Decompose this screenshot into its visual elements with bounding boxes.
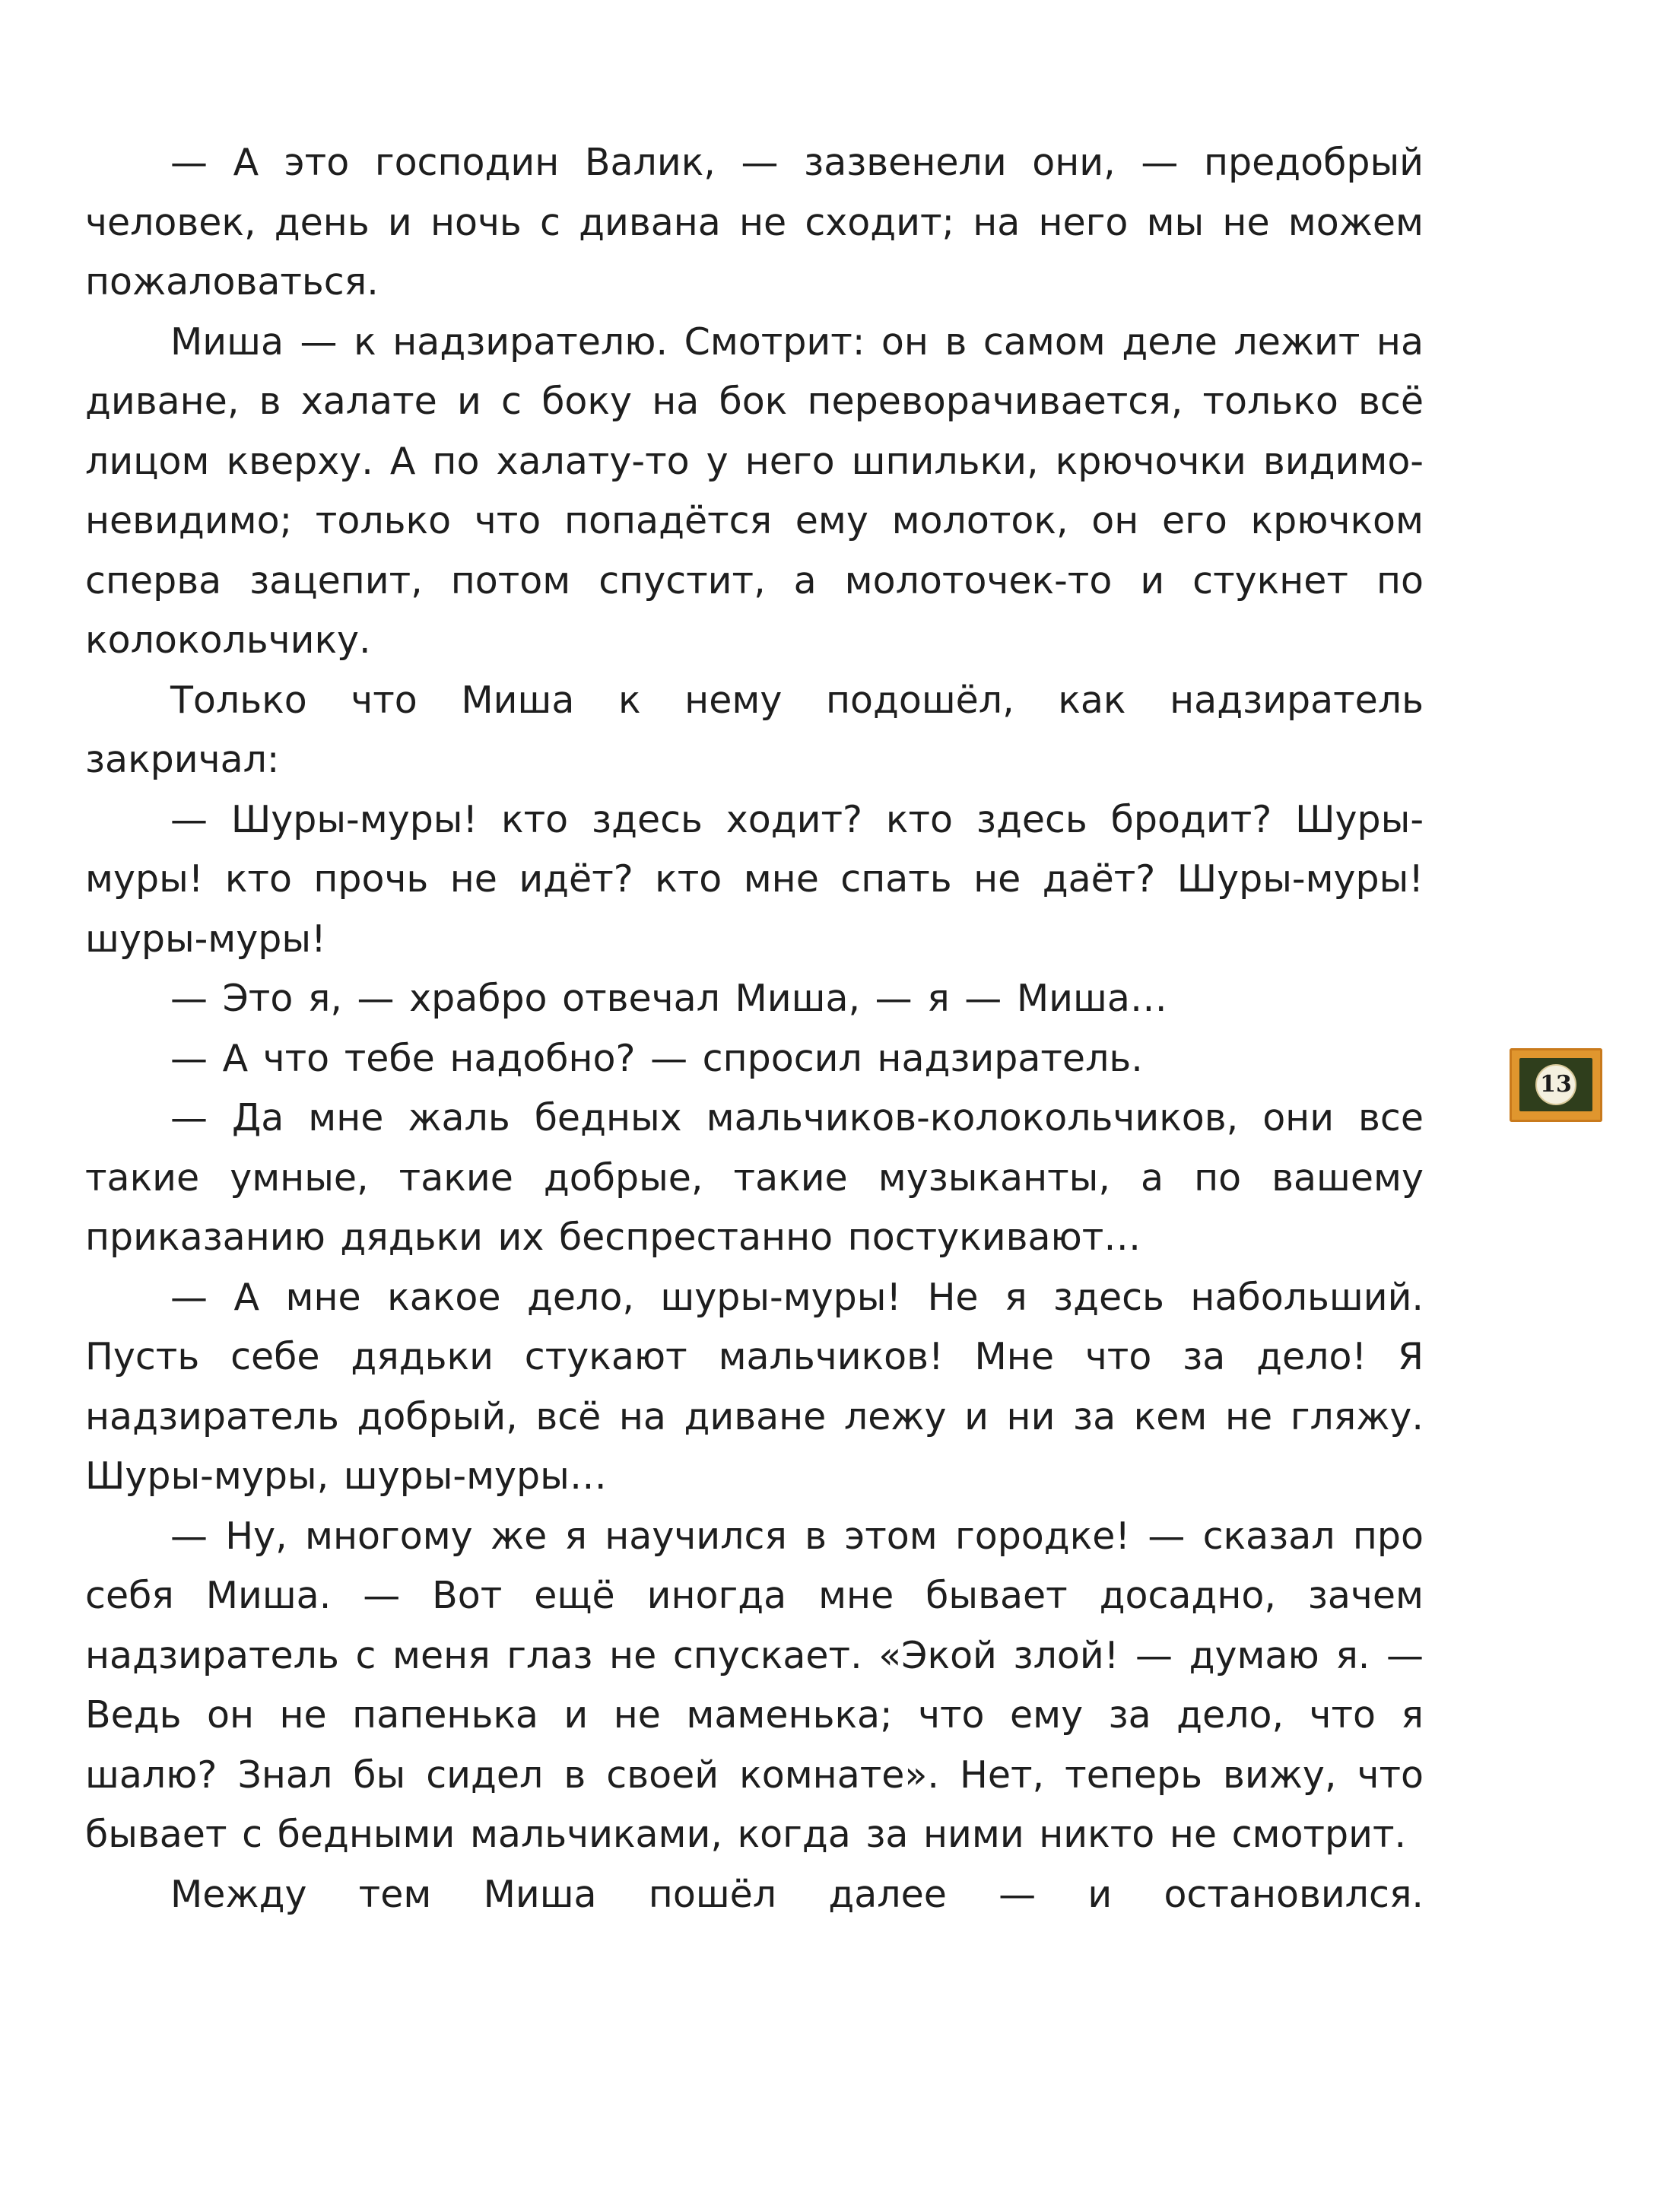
page-number: 13 bbox=[1540, 1071, 1572, 1098]
paragraph-10: Между тем Миша пошёл далее — и остановился. bbox=[170, 1872, 1424, 1916]
paragraph-5: — Это я, — храбро отвечал Миша, — я — Миша… bbox=[170, 977, 1167, 1020]
page-number-badge bbox=[1510, 1048, 1602, 1122]
page-text bbox=[85, 133, 1424, 1924]
paragraph-7: — Да мне жаль бедных мальчиков-колокольчиков, они все такие умные, такие добрые, такие музыканты, а по вашему приказанию дядьки их беспрестанно постукивают… bbox=[85, 1096, 1424, 1259]
paragraph-2: Миша — к надзирателю. Смотрит: он в самом деле лежит на диване, в халате и с боку на бок переворачивается, только всё лицом кверху. А по халату-то у него шпильки, крючочки видимо-невидимо; только что попадётся ему молоток, он его крючком сперва зацепит, потом спустит, а молоточек-то и стукнет по колокольчику. bbox=[85, 319, 1424, 662]
page-number-frame bbox=[1519, 1058, 1592, 1111]
paragraph-9: — Ну, многому же я научился в этом городке! — сказал про себя Миша. — Вот ещё иногда мне бывает досадно, зачем надзиратель с меня глаз не спускает. «Экой злой! — думаю я. — Ведь он не папенька и не маменька; что ему за дело, что я шалю? Знал бы сидел в своей комнате». Нет, теперь вижу, что бывает с бедными мальчиками, когда за ними никто не смотрит. bbox=[85, 1514, 1424, 1856]
paragraph-8: — А мне какое дело, шуры-муры! Не я здесь набольший. Пусть себе дядьки стукают мальчиков! Мне что за дело! Я надзиратель добрый, всё на диване лежу и ни за кем не гляжу. Шуры-муры, шуры-муры… bbox=[85, 1275, 1424, 1498]
page-number-circle bbox=[1535, 1064, 1576, 1105]
paragraph-1: — А это господин Валик, — зазвенели они, — предобрый человек, день и ночь с дивана не сходит; на него мы не можем пожаловаться. bbox=[85, 141, 1424, 304]
paragraph-6: — А что тебе надобно? — спросил надзиратель. bbox=[170, 1036, 1143, 1080]
paragraph-3: Только что Миша к нему подошёл, как надзиратель закричал: bbox=[85, 678, 1424, 781]
paragraph-4: — Шуры-муры! кто здесь ходит? кто здесь бродит? Шуры-муры! кто прочь не идёт? кто мне спать не даёт? Шуры-муры! шуры-муры! bbox=[85, 797, 1424, 961]
